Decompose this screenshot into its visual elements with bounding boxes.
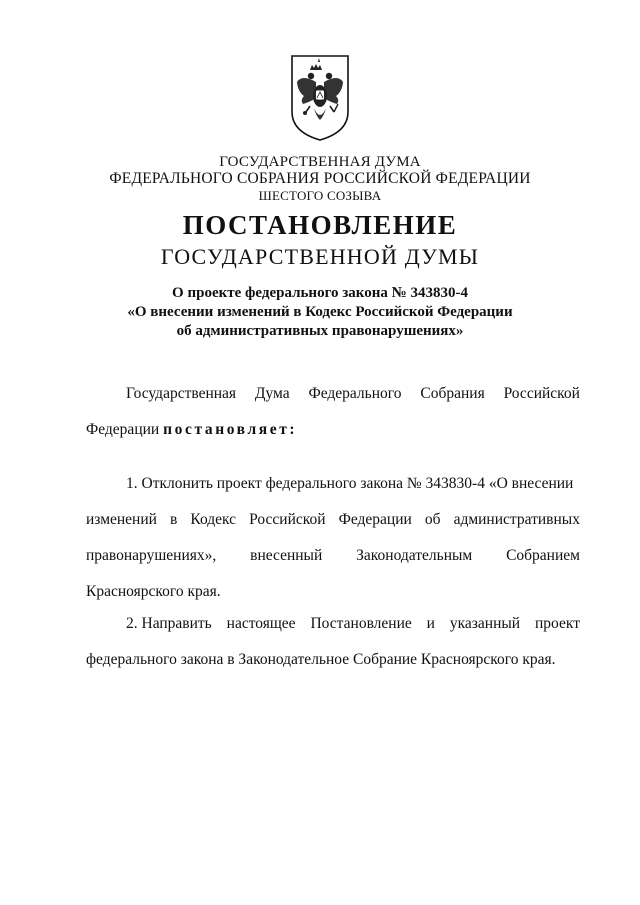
- document-subtitle: ГОСУДАРСТВЕННОЙ ДУМЫ: [160, 244, 480, 269]
- word: Российской: [249, 511, 326, 528]
- item-1-line-1-text: 1. Отклонить проект федерального закона № 343830-4 «О внесении: [126, 475, 574, 492]
- resolves-emphasis: постановляет:: [163, 421, 298, 438]
- word: в: [170, 511, 178, 528]
- word: Постановление: [310, 615, 412, 632]
- word: изменений: [86, 511, 157, 528]
- org-line-2: ФЕДЕРАЛЬНОГО СОБРАНИЯ РОССИЙСКОЙ ФЕДЕРАЦИИ: [109, 170, 531, 187]
- preamble-text: Федерации: [86, 421, 160, 438]
- word: Российской: [503, 385, 580, 402]
- word: Собранием: [506, 547, 580, 564]
- word: Собрания: [420, 385, 485, 402]
- word: Дума: [254, 385, 290, 402]
- subject-line-3: об административных правонарушениях»: [176, 323, 464, 339]
- word: внесенный: [250, 547, 323, 564]
- word: указанный: [449, 615, 521, 632]
- word: 2. Направить: [126, 615, 212, 632]
- word: Федерального: [308, 385, 402, 402]
- subject-line-1: О проекте федерального закона № 343830-4: [172, 285, 468, 301]
- russian-coat-of-arms-icon: [288, 52, 352, 142]
- org-line-1: ГОСУДАРСТВЕННАЯ ДУМА: [219, 154, 421, 170]
- item-1-line-3: [86, 547, 580, 567]
- document-subject: [0, 284, 640, 341]
- word: об: [424, 511, 441, 528]
- org-line-3: ШЕСТОГО СОЗЫВА: [258, 188, 382, 203]
- word: Федерации: [338, 511, 412, 528]
- word: проект: [535, 615, 580, 632]
- item-2-line-1: [126, 615, 580, 635]
- word: настоящее: [226, 615, 296, 632]
- item-1-line-4: Красноярского края.: [86, 583, 221, 600]
- word: и: [426, 615, 435, 632]
- item-1-line-1: [126, 475, 580, 495]
- preamble-line-2: [86, 421, 297, 441]
- word: Законодательным: [356, 547, 473, 564]
- word: Государственная: [126, 385, 237, 402]
- item-1-line-2: [86, 511, 580, 531]
- document-title: ПОСТАНОВЛЕНИЕ: [182, 210, 458, 240]
- subject-line-2: «О внесении изменений в Кодекс Российской Федерации: [127, 304, 513, 320]
- preamble-line-1: [126, 385, 580, 405]
- word: правонарушениях»,: [86, 547, 217, 564]
- item-2-line-2: федерального закона в Законодательное Собрание Красноярского края.: [86, 651, 556, 668]
- word: административных: [453, 511, 580, 528]
- word: Кодекс: [190, 511, 237, 528]
